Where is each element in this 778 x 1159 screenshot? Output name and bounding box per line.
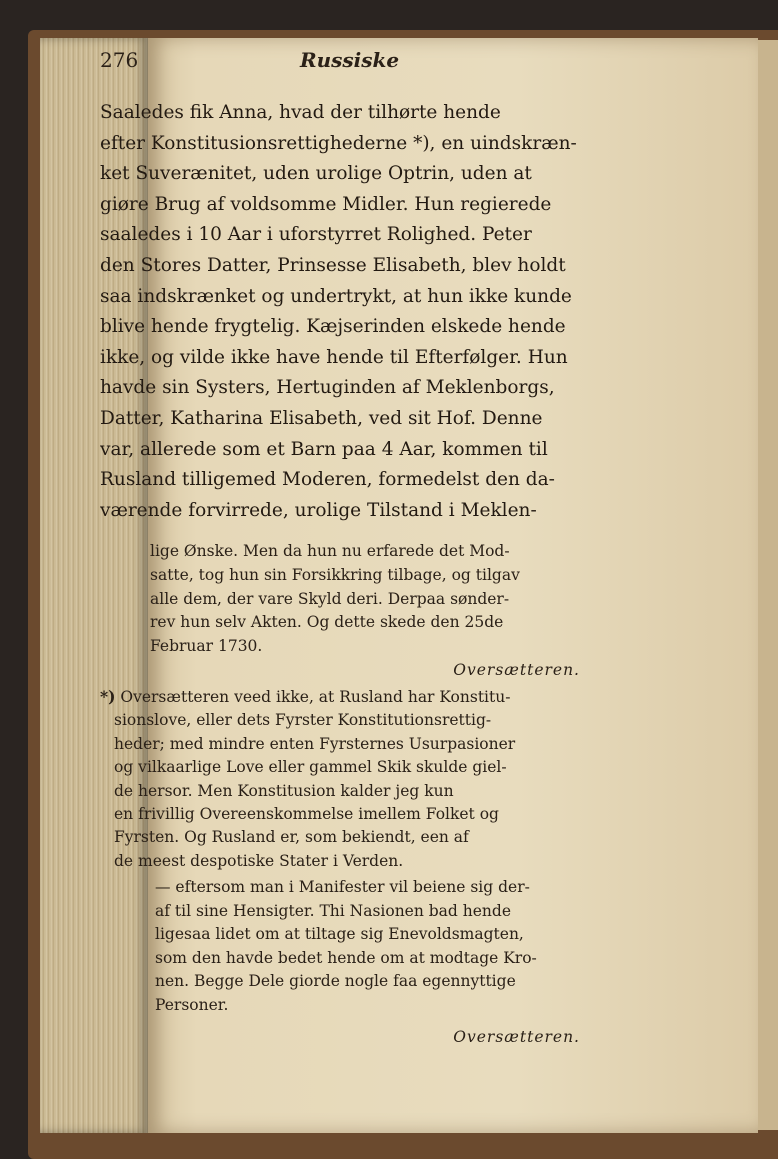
- footnote-quote: [155, 876, 600, 1049]
- footnote-line: som den havde bedet hende om at modtage Kro-: [155, 948, 537, 967]
- footnote-line: de meest despotiske Stater i Verden.: [114, 851, 404, 870]
- footnote-line: de hersor. Men Konstitusion kalder jeg kun: [114, 781, 454, 800]
- text-line: Rusland tilligemed Moderen, formedelst den da-: [100, 469, 555, 491]
- footnote-line: af til sine Hensigter. Thi Nasionen bad hende: [155, 901, 512, 920]
- footnote-signature: Oversætteren.: [453, 660, 580, 679]
- footnote-marker: *): [100, 687, 116, 706]
- text-line: ikke, og vilde ikke have hende til Efterfølger. Hun: [100, 346, 568, 368]
- footnote-line: lige Ønske. Men da hun nu erfarede det Mod-: [150, 542, 510, 560]
- text-line: ket Suverænitet, uden urolige Optrin, uden at: [100, 163, 532, 185]
- text-line: Datter, Katharina Elisabeth, ved sit Hof. Denne: [100, 407, 543, 429]
- text-line: giøre Brug af voldsomme Midler. Hun regierede: [100, 193, 552, 215]
- footnote-star: [100, 685, 600, 873]
- footnote-line: nen. Begge Dele giorde nogle faa egennyttige: [155, 972, 516, 991]
- footnote-line: rev hun selv Akten. Og dette skede den 25de: [150, 613, 504, 632]
- text-line: saa indskrænket og undertrykt, at hun ikke kunde: [100, 285, 572, 307]
- page-header: [100, 48, 560, 78]
- footnote-line: [100, 685, 600, 709]
- footnote-line: alle dem, der vare Skyld deri. Derpaa sønder-: [150, 589, 510, 608]
- text-line: værende forvirrede, urolige Tilstand i Meklen-: [100, 499, 537, 521]
- main-text-block: [100, 98, 590, 526]
- text-line: var, allerede som et Barn paa 4 Aar, kommen til: [100, 438, 548, 460]
- footnote-line: — eftersom man i Manifester vil beiene sig der-: [155, 878, 530, 896]
- text-line: blive hende frygtelig. Kæjserinden elskede hende: [100, 316, 566, 338]
- text-line: Saaledes fik Anna, hvad der tilhørte hende: [100, 102, 501, 123]
- text-line: efter Konstitusionsrettighederne *), en uindskræn-: [100, 132, 577, 154]
- footnote-line: Fyrsten. Og Rusland er, som bekiendt, een af: [114, 828, 469, 847]
- footnote-line: heder; med mindre enten Fyrsternes Usurpasioner: [114, 734, 516, 753]
- footnote-continued: [150, 540, 600, 683]
- footnote-text: Oversætteren veed ikke, at Rusland har Konstitu-: [120, 688, 511, 706]
- page-number: 276: [100, 48, 139, 72]
- footnote-signature: Oversætteren.: [453, 1027, 580, 1046]
- footnote-line: Personer.: [155, 995, 229, 1014]
- facing-page-edge: [758, 40, 778, 1130]
- footnote-line: en frivillig Overeenskommelse imellem Folket og: [114, 805, 499, 824]
- text-line: den Stores Datter, Prinsesse Elisabeth, blev holdt: [100, 254, 566, 276]
- running-head: Russiske: [300, 48, 400, 72]
- footnote-line: Februar 1730.: [150, 637, 263, 656]
- footnote-line: og vilkaarlige Love eller gammel Skik skulde giel-: [114, 758, 507, 777]
- text-line: saaledes i 10 Aar i uforstyrret Rolighed. Peter: [100, 224, 532, 246]
- text-line: havde sin Systers, Hertuginden af Meklenborgs,: [100, 377, 555, 399]
- footnote-line: sionslove, eller dets Fyrster Konstitutionsrettig-: [114, 711, 492, 730]
- footnote-line: ligesaa lidet om at tiltage sig Enevoldsmagten,: [155, 925, 524, 944]
- footnote-line: satte, tog hun sin Forsikkring tilbage, og tilgav: [150, 565, 520, 584]
